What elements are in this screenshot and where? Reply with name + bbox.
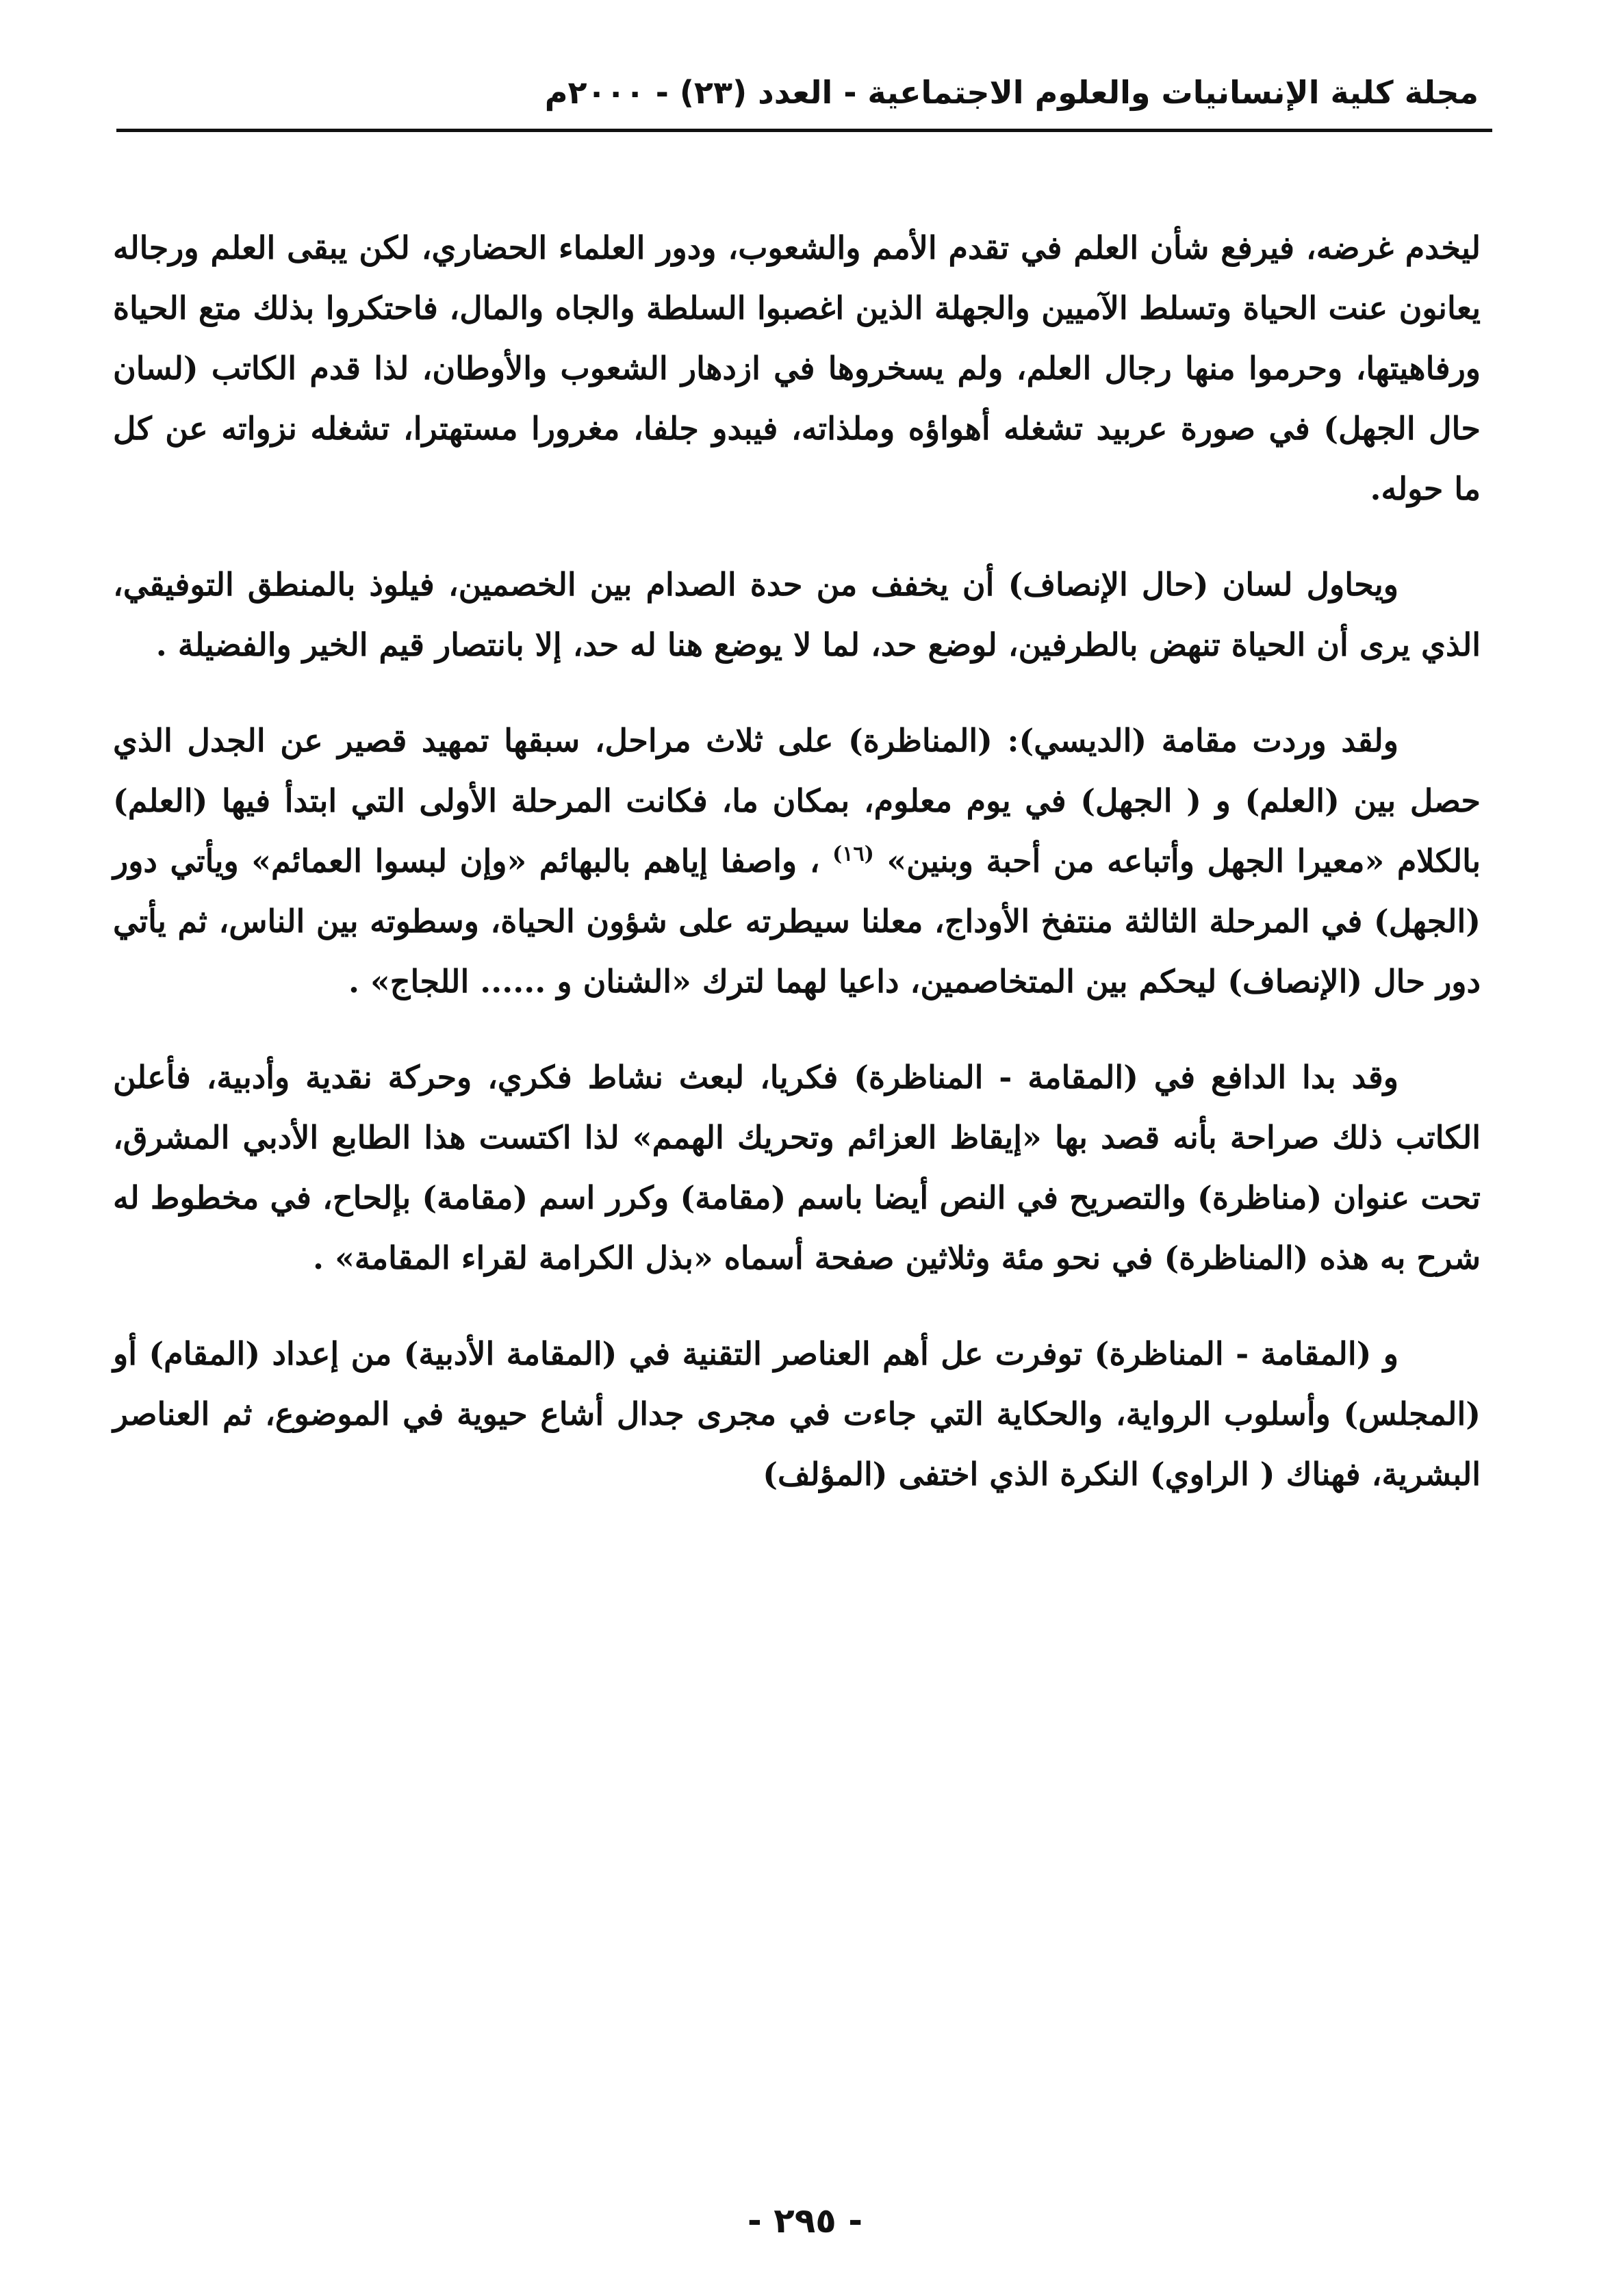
paragraph-2: ويحاول لسان (حال الإنصاف) أن يخفف من حدة الصدام بين الخصمين، فيلوذ بالمنطق التوفيقي، الذي يرى أن الحياة تنهض بالطرفين، لوضع حد، لما لا يوضع هنا له حد، إلا بانتصار قيم الخير والفضيلة . <box>113 566 1481 663</box>
paragraph-3-text-before-ref: ولقد وردت مقامة (الديسي): (المناظرة) على ثلاث مراحل، سبقها تمهيد قصير عن الجدل الذي حصل بين (العلم) و ( الجهل) في يوم معلوم، بمكان ما، فكانت المرحلة الأولى التي ابتدأ فيها (العلم) بالكلام «معيرا الجهل وأتباعه من أحبة وبنين» <box>113 722 1481 879</box>
page-number: - ٢٩٥ - <box>748 2201 862 2241</box>
footnote-reference-16: (١٦) <box>832 842 874 866</box>
paragraph-3-text-after-ref: ، واصفا إياهم بالبهائم «وإن لبسوا العمائم» ويأتي دور (الجهل) في المرحلة الثالثة منتفخ الأوداج، معلنا سيطرته على شؤون الحياة، وسطوته بين الناس، ثم يأتي دور حال (الإنصاف) ليحكم بين المتخاصمين، داعيا لهما لترك «الشنان و ...... اللجاج» . <box>113 842 1481 1000</box>
header-rule <box>116 129 1492 132</box>
paragraph-1: ليخدم غرضه، فيرفع شأن العلم في تقدم الأمم والشعوب، ودور العلماء الحضاري، لكن يبقى العلم ورجاله يعانون عنت الحياة وتسلط الآميين والجهلة الذين اغصبوا السلطة والجاه والمال، فاحتكروا بذلك متع الحياة ورفاهيتها، وحرموا منها رجال العلم، ولم يسخروها في ازدهار الشعوب والأوطان، لذا قدم الكاتب (لسان حال الجهل) في صورة عربيد تشغله أهواؤه وملذاته، فيبدو جلفا، مغرورا مستهترا، تشغله نزواته عن كل ما حوله. <box>113 229 1481 507</box>
body-text <box>113 218 1481 1540</box>
paragraph-3 <box>113 710 1481 1011</box>
running-header-journal-title: مجلة كلية الإنسانيات والعلوم الاجتماعية - العدد (٢٣) - ٢٠٠٠م <box>544 74 1479 111</box>
paragraph-4: وقد بدا الدافع في (المقامة - المناظرة) فكريا، لبعث نشاط فكري، وحركة نقدية وأدبية، فأعلن الكاتب ذلك صراحة بأنه قصد بها «إيقاظ العزائم وتحريك الهمم» لذا اكتست هذا الطابع الأدبي المشرق، تحت عنوان (مناظرة) والتصريح في النص أيضا باسم (مقامة) وكرر اسم (مقامة) بإلحاح، في مخطوط له شرح به هذه (المناظرة) في نحو مئة وثلاثين صفحة أسماه «بذل الكرامة لقراء المقامة» . <box>113 1059 1481 1276</box>
paragraph-5: و (المقامة - المناظرة) توفرت عل أهم العناصر التقنية في (المقامة الأدبية) من إعداد (المقام) أو (المجلس) وأسلوب الرواية، والحكاية التي جاءت في مجرى جدال أشاع حيوية في الموضوع، ثم العناصر البشرية، فهناك ( الراوي) النكرة الذي اختفى (المؤلف) <box>113 1335 1481 1493</box>
